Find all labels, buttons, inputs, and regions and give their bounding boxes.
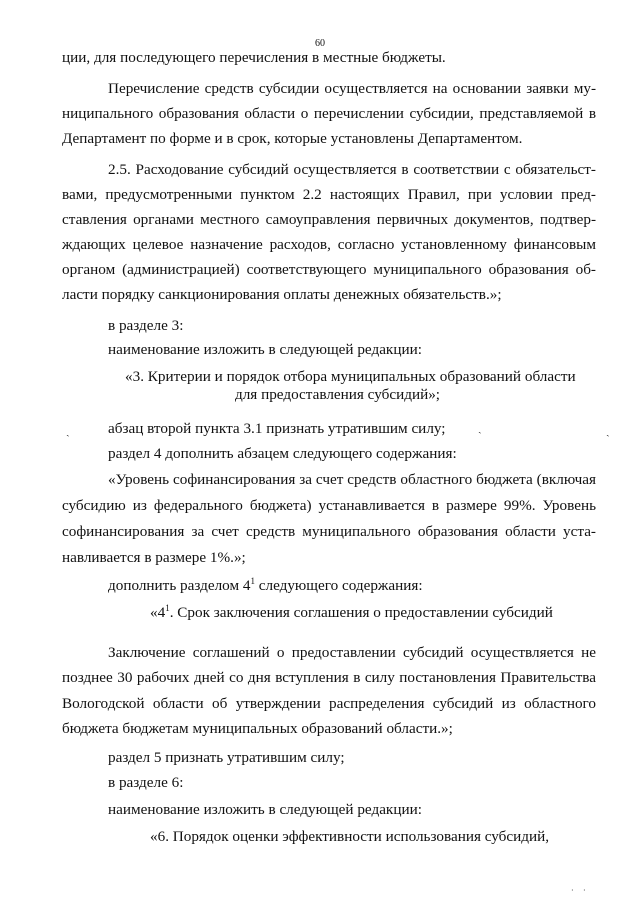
text-line: наименование изложить в следующей редакции: — [108, 801, 422, 818]
text-line: Департамент по форме и в срок, которые установлены Департаментом. — [62, 130, 523, 147]
text-part: следующего содержания: — [254, 577, 423, 594]
text-line: софинансирования за счет средств муниципального образования области уста- — [62, 523, 596, 540]
text-line: «Уровень софинансирования за счет средств областного бюджета (включая — [108, 471, 596, 488]
scan-mark: ˏ — [478, 422, 482, 434]
text-line: позднее 30 рабочих дней со дня вступления в силу постановления Правительства — [62, 669, 596, 686]
text-line: наименование изложить в следующей редакции: — [108, 341, 422, 358]
scan-mark: ˎ — [66, 425, 70, 437]
text-line: Вологодской области об утверждении распределения субсидий из областного — [62, 695, 596, 712]
text-line: Перечисление средств субсидии осуществляется на основании заявки му- — [108, 80, 596, 97]
scan-mark: · — [583, 886, 586, 895]
section-heading — [150, 604, 553, 622]
superscript: 1 — [250, 575, 255, 586]
text-line — [108, 577, 423, 595]
text-part: «4 — [150, 604, 166, 621]
text-line: бюджета бюджетам муниципальных образований области.»; — [62, 720, 453, 737]
page-number: 60 — [315, 38, 325, 49]
text-line: навливается в размере 1%.»; — [62, 549, 246, 566]
text-line: вами, предусмотренными пунктом 2.2 настоящих Правил, при условии пред- — [62, 186, 596, 203]
text-line: в разделе 6: — [108, 774, 184, 791]
text-part: . Срок заключения соглашения о предоставлении субсидий — [169, 604, 553, 621]
text-line: раздел 5 признать утратившим силу; — [108, 749, 345, 766]
text-line: субсидию из федерального бюджета) устанавливается в размере 99%. Уровень — [62, 497, 596, 514]
section-heading: «6. Порядок оценки эффективности использования субсидий, — [150, 828, 550, 845]
section-heading: для предоставления субсидий»; — [235, 386, 441, 403]
text-line: 2.5. Расходование субсидий осуществляется в соответствии с обязательст- — [108, 161, 596, 178]
text-line: ции, для последующего перечисления в местные бюджеты. — [62, 49, 446, 66]
text-part: дополнить разделом 4 — [108, 577, 251, 594]
text-line: ставления органами местного самоуправления первичных документов, подтвер- — [62, 211, 596, 228]
scan-mark: · — [571, 886, 574, 895]
scan-mark: ˏ — [606, 425, 610, 437]
text-line: раздел 4 дополнить абзацем следующего содержания: — [108, 445, 457, 462]
text-line: в разделе 3: — [108, 317, 184, 334]
text-line: ниципального образования области о перечислении субсидии, представляемой в — [62, 105, 596, 122]
text-line: абзац второй пункта 3.1 признать утратившим силу; — [108, 420, 446, 437]
text-line: Заключение соглашений о предоставлении субсидий осуществляется не — [108, 644, 596, 661]
text-line: органом (администрацией) соответствующего муниципального образования об- — [62, 261, 596, 278]
section-heading: «3. Критерии и порядок отбора муниципальных образований области — [125, 368, 576, 385]
text-line: ласти порядку санкционирования оплаты денежных обязательств.»; — [62, 286, 502, 303]
superscript: 1 — [165, 602, 170, 613]
text-line: ждающих целевое назначение расходов, согласно установленному финансовым — [62, 236, 596, 253]
